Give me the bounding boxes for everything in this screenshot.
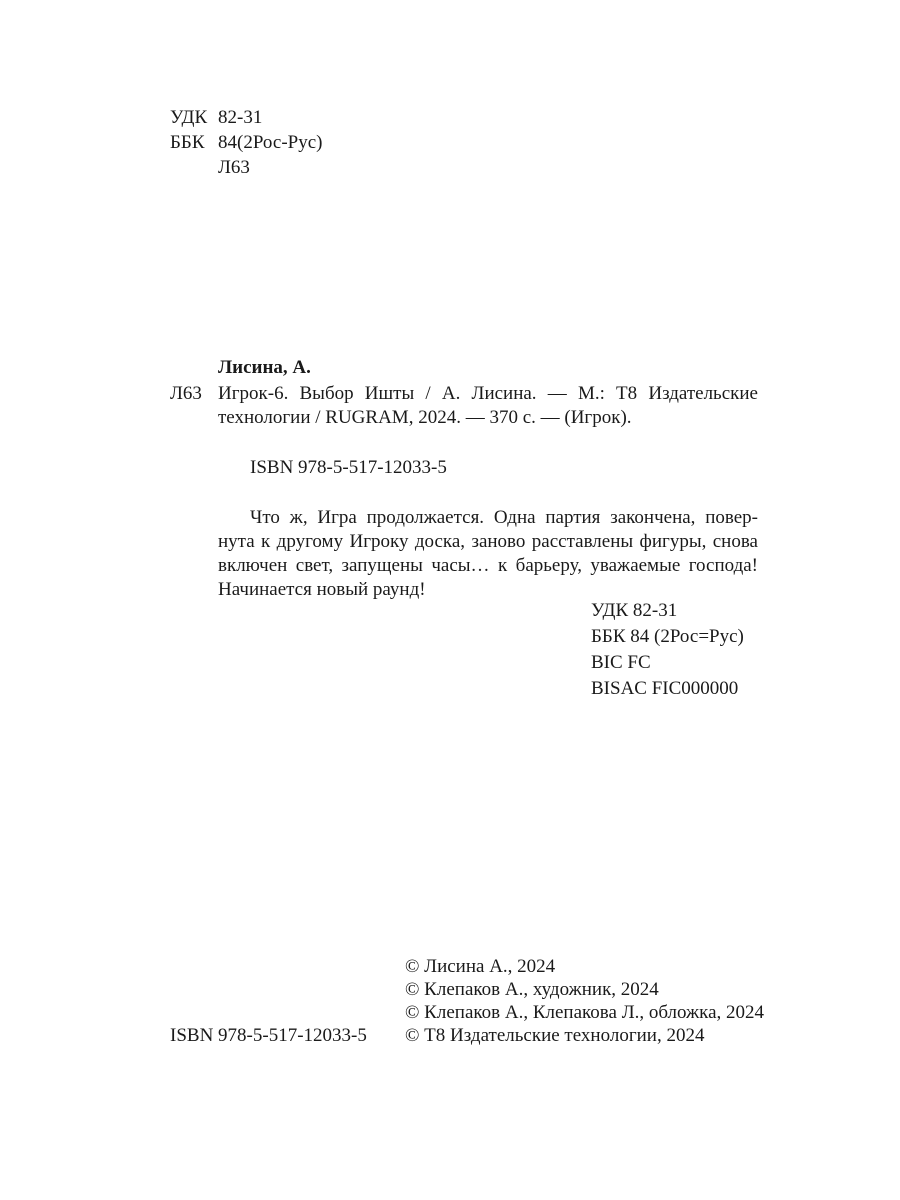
bbk-value: 84(2Рос-Рус) [218,132,323,153]
isbn-main: ISBN 978-5-517-12033-5 [250,457,447,478]
author-sign: Л63 [170,383,202,404]
copyright-line: © Клепаков А., Клепакова Л., обложка, 2024 [405,1002,765,1023]
annotation-line: Что ж, Игра продолжается. Одна партия закончена, повер- [250,507,758,528]
author-heading: Лисина, А. [218,357,311,378]
author-sign-code: Л63 [218,157,250,178]
classification-codes [591,598,744,702]
bibliographic-description [218,382,758,430]
bib-line-1: Игрок-6. Выбор Ишты / А. Лисина. — М.: Т8 Издательские [218,383,758,404]
udk-value: 82-31 [218,107,263,128]
classification-udk: УДК 82-31 [591,600,678,621]
classification-bisac: BISAC FIC000000 [591,678,739,699]
bbk-label: ББК [170,132,205,153]
classification-bic: BIC FC [591,652,651,673]
annotation-line: Начинается новый раунд! [218,579,426,600]
isbn-bottom: ISBN 978-5-517-12033-5 [170,1025,367,1046]
copyright-block [405,955,764,1047]
classification-bbk: ББК 84 (2Рос=Рус) [591,626,744,647]
annotation [218,506,758,602]
udk-label: УДК [170,107,208,128]
annotation-line: нута к другому Игроку доска, заново расставлены фигуры, снова [218,531,758,552]
copyright-line: © Клепаков А., художник, 2024 [405,979,659,1000]
annotation-line: включен свет, запущены часы… к барьеру, уважаемые господа! [218,555,758,576]
copyright-line: © Т8 Издательские технологии, 2024 [405,1025,705,1046]
copyright-line: © Лисина А., 2024 [405,956,556,977]
bib-line-2: технологии / RUGRAM, 2024. — 370 с. — (Игрок). [218,407,632,428]
